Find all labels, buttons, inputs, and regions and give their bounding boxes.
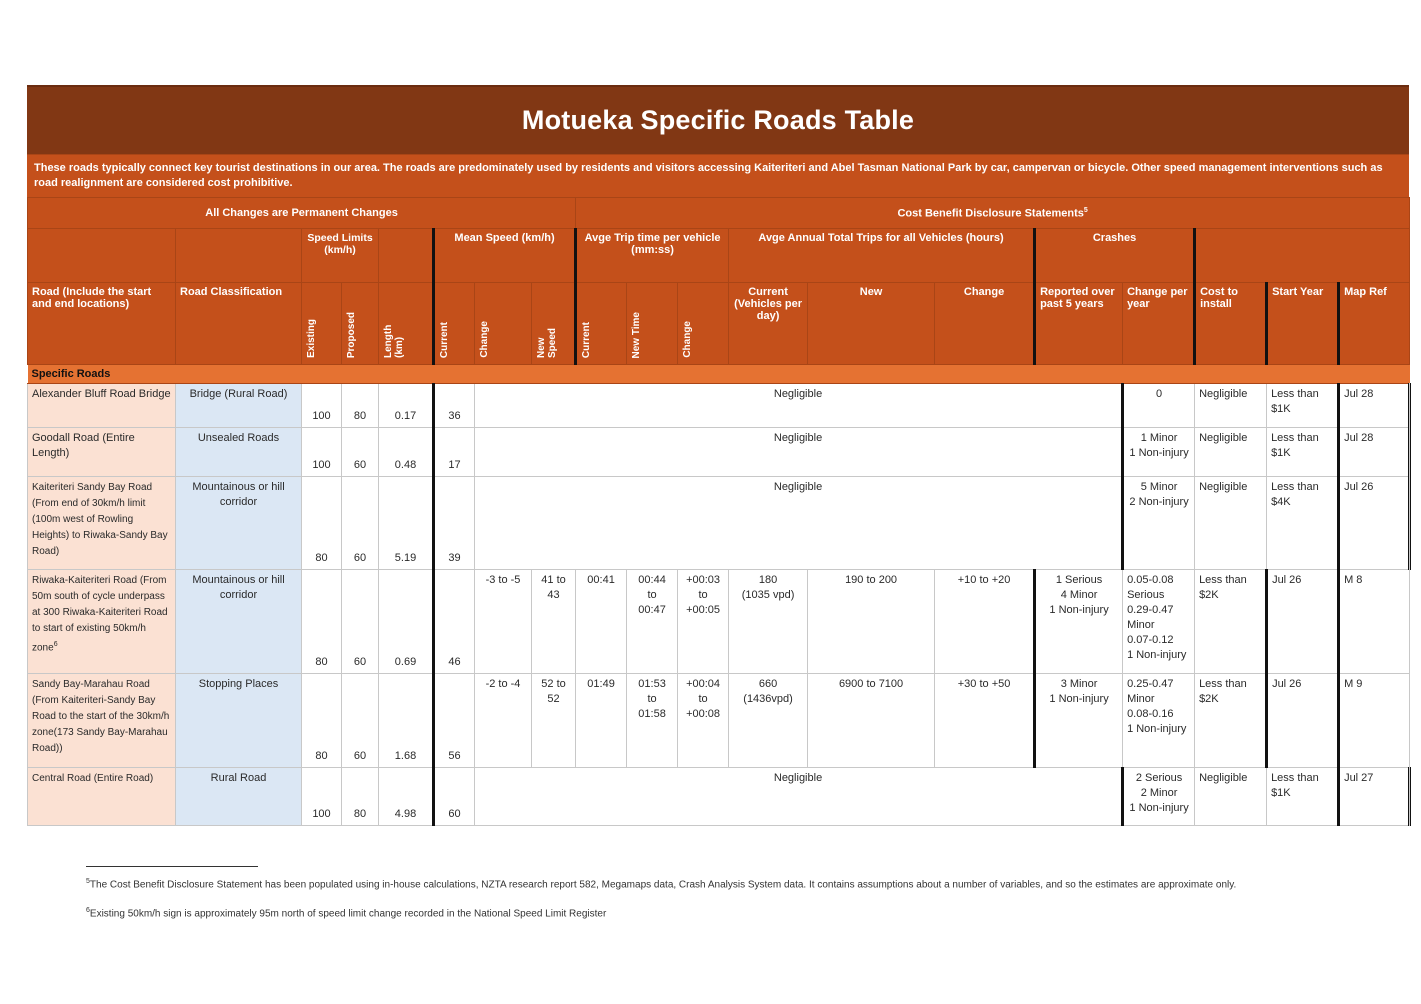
footnote-divider: [86, 866, 258, 867]
footnote-5-mark: 5: [86, 878, 90, 885]
map-ref: M 8: [1339, 570, 1410, 674]
group-header-right-label: Cost Benefit Disclosure Statements: [897, 207, 1084, 220]
trip-time-current: 00:41: [576, 570, 627, 674]
col-tt-change-label: Change: [682, 321, 694, 358]
length-km: 4.98: [379, 768, 434, 826]
cost-to-install: Less than $1K: [1267, 384, 1339, 428]
existing-limit: 100: [302, 768, 342, 826]
col-at-change: Change: [935, 283, 1035, 365]
proposed-limit: 60: [342, 477, 379, 570]
col-ms-new: [532, 283, 576, 365]
length-km: 0.69: [379, 570, 434, 674]
column-header-row: [28, 283, 1410, 365]
col-cost: Cost to install: [1195, 283, 1267, 365]
road-classification: Bridge (Rural Road): [176, 384, 302, 428]
subhdr-speed-limits: Speed Limits (km/h): [302, 229, 379, 283]
annual-trips-current: 660 (1436vpd): [729, 674, 808, 768]
negligible-cell: Negligible: [475, 428, 1123, 477]
col-cr-reported: Reported over past 5 years: [1035, 283, 1123, 365]
subhdr-crashes: Crashes: [1035, 229, 1195, 283]
existing-limit: 80: [302, 674, 342, 768]
start-year: Jul 27: [1339, 768, 1410, 826]
road-classification: Stopping Places: [176, 674, 302, 768]
table-row: [28, 570, 1410, 674]
negligible-cell: Negligible: [475, 477, 1123, 570]
trip-time-change: +00:03 to +00:05: [678, 570, 729, 674]
subhdr-annual-trips: Avge Annual Total Trips for all Vehicles (hours): [729, 229, 1035, 283]
section-label: Specific Roads: [28, 365, 1410, 384]
footnote-ref-5: 5: [1083, 206, 1088, 214]
col-tt-new-label: New Time: [631, 311, 643, 358]
annual-trips-current: 180 (1035 vpd): [729, 570, 808, 674]
mean-speed-current: 39: [434, 477, 475, 570]
col-tt-current: [576, 283, 627, 365]
col-start-year: Start Year: [1267, 283, 1339, 365]
mean-speed-current: 36: [434, 384, 475, 428]
length-km: 1.68: [379, 674, 434, 768]
cost-to-install: Less than $1K: [1267, 768, 1339, 826]
road-name-text: Riwaka-Kaiteriteri Road (From 50m south of cycle underpass at 300 Riwaka-Kaiteriteri Road to start of existing 50km/h zone: [32, 575, 168, 654]
subhdr-empty-4: [1195, 229, 1410, 283]
col-ms-current-label: Current: [439, 321, 450, 358]
proposed-limit: 60: [342, 674, 379, 768]
road-classification: Rural Road: [176, 768, 302, 826]
section-row: [28, 365, 1410, 384]
subhdr-trip-time: Avge Trip time per vehicle (mm:ss): [576, 229, 729, 283]
subhdr-empty-1: [28, 229, 176, 283]
mean-speed-current: 46: [434, 570, 475, 674]
col-length: [379, 283, 434, 365]
table-row: [28, 768, 1410, 826]
crashes-change: Negligible: [1195, 768, 1267, 826]
col-map-ref: Map Ref: [1339, 283, 1410, 365]
mean-speed-change: -2 to -4: [475, 674, 532, 768]
start-year: Jul 26: [1267, 674, 1339, 768]
cost-to-install: Less than $1K: [1267, 428, 1339, 477]
trip-time-current: 01:49: [576, 674, 627, 768]
crashes-reported: 2 Serious 2 Minor 1 Non-injury: [1123, 768, 1195, 826]
col-ms-change-label: Change: [479, 321, 490, 358]
start-year: Jul 26: [1339, 477, 1410, 570]
group-header-right: [576, 198, 1410, 229]
col-existing-label: Existing: [306, 319, 317, 358]
annual-trips-new: 190 to 200: [808, 570, 935, 674]
col-classification: Road Classification: [176, 283, 302, 365]
crashes-reported: 0: [1123, 384, 1195, 428]
cost-to-install: Less than $2K: [1195, 570, 1267, 674]
col-proposed: [342, 283, 379, 365]
col-length-label: Length (km): [383, 324, 405, 358]
footnote-5: [86, 875, 1326, 892]
map-ref: M 9: [1339, 674, 1410, 768]
table-row: [28, 477, 1410, 570]
length-km: 0.17: [379, 384, 434, 428]
crashes-reported: 1 Minor 1 Non-injury: [1123, 428, 1195, 477]
table-row: [28, 428, 1410, 477]
mean-speed-new: 52 to 52: [532, 674, 576, 768]
road-name: Central Road (Entire Road): [28, 768, 176, 826]
col-ms-current: [434, 283, 475, 365]
road-classification: Mountainous or hill corridor: [176, 570, 302, 674]
existing-limit: 80: [302, 477, 342, 570]
proposed-limit: 80: [342, 384, 379, 428]
negligible-cell: Negligible: [475, 384, 1123, 428]
negligible-cell: Negligible: [475, 768, 1123, 826]
col-ms-new-label: New Speed: [536, 327, 558, 358]
group-header-left: All Changes are Permanent Changes: [28, 198, 576, 229]
mean-speed-current: 56: [434, 674, 475, 768]
annual-trips-change: +30 to +50: [935, 674, 1035, 768]
col-at-current: Current (Vehicles per day): [729, 283, 808, 365]
trip-time-change: +00:04 to +00:08: [678, 674, 729, 768]
trip-time-new: 00:44 to 00:47: [627, 570, 678, 674]
col-existing: [302, 283, 342, 365]
crashes-reported: 1 Serious 4 Minor 1 Non-injury: [1035, 570, 1123, 674]
crashes-change: 0.05-0.08 Serious 0.29-0.47 Minor 0.07-0.12 1 Non-injury: [1123, 570, 1195, 674]
crashes-reported: 3 Minor 1 Non-injury: [1035, 674, 1123, 768]
road-name: Goodall Road (Entire Length): [28, 428, 176, 477]
cost-to-install: Less than $4K: [1267, 477, 1339, 570]
crashes-change: Negligible: [1195, 477, 1267, 570]
annual-trips-change: +10 to +20: [935, 570, 1035, 674]
crashes-reported: 5 Minor 2 Non-injury: [1123, 477, 1195, 570]
cost-to-install: Less than $2K: [1195, 674, 1267, 768]
road-name: Kaiteriteri Sandy Bay Road (From end of 30km/h limit (100m west of Rowling Heights) to Riwaka-Sandy Bay Road): [28, 477, 176, 570]
group-header-row: [28, 198, 1410, 229]
proposed-limit: 80: [342, 768, 379, 826]
table-row: [28, 674, 1410, 768]
start-year: Jul 28: [1339, 384, 1410, 428]
existing-limit: 100: [302, 384, 342, 428]
footnote-ref-6: 6: [53, 641, 58, 648]
annual-trips-new: 6900 to 7100: [808, 674, 935, 768]
length-km: 0.48: [379, 428, 434, 477]
col-cr-change: Change per year: [1123, 283, 1195, 365]
subhdr-empty-3: [379, 229, 434, 283]
length-km: 5.19: [379, 477, 434, 570]
mean-speed-change: -3 to -5: [475, 570, 532, 674]
start-year: Jul 28: [1339, 428, 1410, 477]
col-tt-current-label: Current: [581, 321, 593, 358]
col-proposed-label: Proposed: [346, 311, 357, 358]
col-road: Road (Include the start and end locations): [28, 283, 176, 365]
existing-limit: 80: [302, 570, 342, 674]
footnote-5-text: The Cost Benefit Disclosure Statement has been populated using in-house calculations, NZTA research report 582, Megamaps data, Crash Analysis System data. It contains assumptions about a number of variables, and so the estimates are approximate only.: [89, 879, 1237, 891]
start-year: Jul 26: [1267, 570, 1339, 674]
col-at-new: New: [808, 283, 935, 365]
road-name: [28, 570, 176, 674]
footnote-6: [86, 904, 1326, 921]
col-ms-change: [475, 283, 532, 365]
footnote-6-text: Existing 50km/h sign is approximately 95m north of speed limit change recorded in the National Speed Limit Register: [89, 908, 607, 920]
proposed-limit: 60: [342, 428, 379, 477]
road-name: Alexander Bluff Road Bridge: [28, 384, 176, 428]
footnote-6-mark: 6: [86, 907, 90, 914]
sub-header-row: [28, 229, 1410, 283]
road-classification: Mountainous or hill corridor: [176, 477, 302, 570]
crashes-change: Negligible: [1195, 384, 1267, 428]
col-tt-new: [627, 283, 678, 365]
roads-table: [27, 197, 1410, 826]
mean-speed-current: 60: [434, 768, 475, 826]
mean-speed-current: 17: [434, 428, 475, 477]
mean-speed-new: 41 to 43: [532, 570, 576, 674]
subhdr-mean-speed: Mean Speed (km/h): [434, 229, 576, 283]
existing-limit: 100: [302, 428, 342, 477]
table-title: Motueka Specific Roads Table: [27, 85, 1409, 154]
road-classification: Unsealed Roads: [176, 428, 302, 477]
proposed-limit: 60: [342, 570, 379, 674]
table-row: [28, 384, 1410, 428]
col-tt-change: [678, 283, 729, 365]
intro-text: These roads typically connect key tourist destinations in our area. The roads are predominately used by residents and visitors accessing Kaiteriteri and Abel Tasman National Park by car, campervan or bicycle. Other speed management interventions such as road realignment are considered cost prohibitive.: [27, 154, 1409, 197]
crashes-change: Negligible: [1195, 428, 1267, 477]
trip-time-new: 01:53 to 01:58: [627, 674, 678, 768]
crashes-change: 0.25-0.47 Minor 0.08-0.16 1 Non-injury: [1123, 674, 1195, 768]
subhdr-empty-2: [176, 229, 302, 283]
road-name: Sandy Bay-Marahau Road (From Kaiteriteri-Sandy Bay Road to the start of the 30km/h zone(173 Sandy Bay-Marahau Road)): [28, 674, 176, 768]
roads-table-sheet: [27, 85, 1409, 826]
